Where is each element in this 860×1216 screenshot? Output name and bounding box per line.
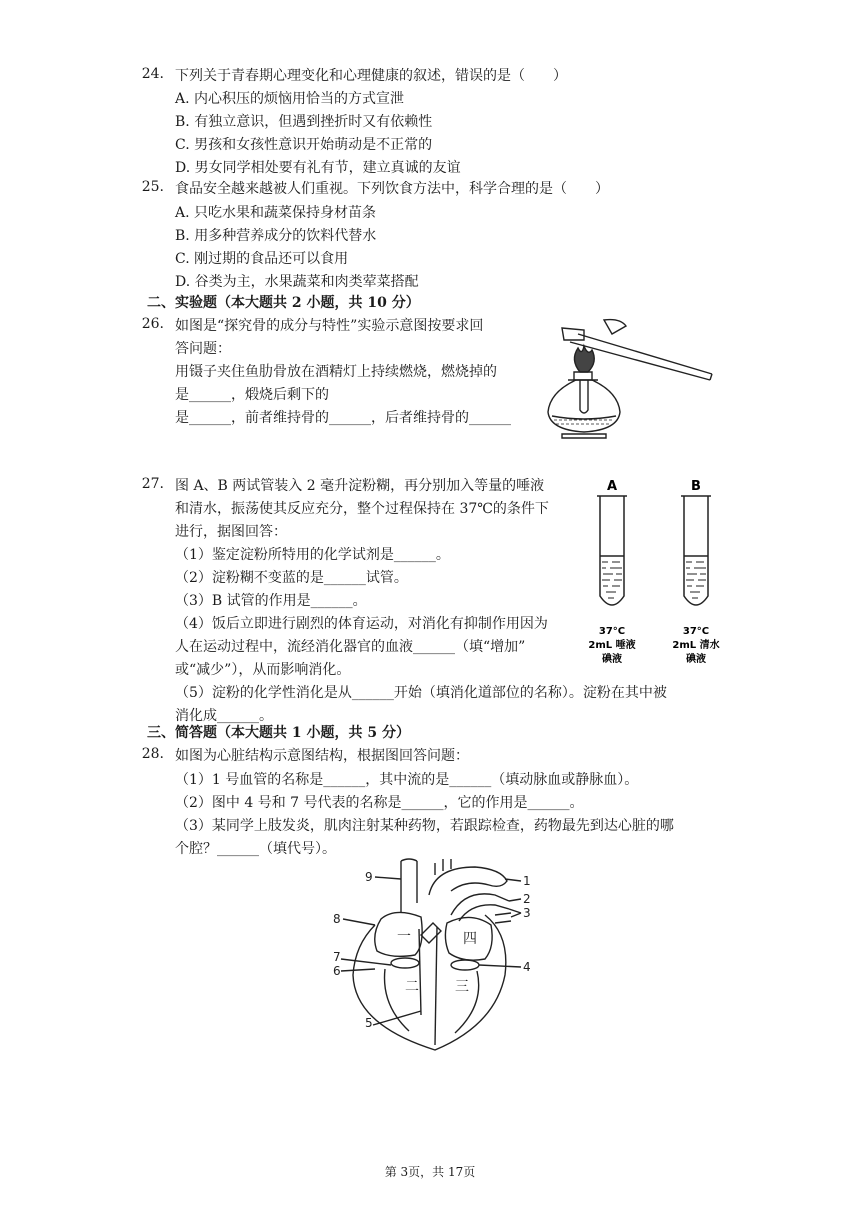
question-text-line: 个腔？______（填代号）。 — [175, 841, 336, 857]
heart-label-7: 7 — [333, 950, 341, 964]
heart-label-2: 2 — [523, 892, 531, 906]
question-text-line: 答问题： — [175, 341, 231, 357]
tube-b-letter: B — [691, 479, 701, 494]
page-footer: 第 3页，共 17页 — [384, 1165, 476, 1179]
question-text-line: 如图为心脏结构示意图结构，根据图回答问题： — [175, 748, 469, 764]
question-text-line: （3）B 试管的作用是______。 — [175, 593, 367, 609]
heart-label-4: 4 — [523, 960, 531, 974]
question-text-line: （1）鉴定淀粉所特用的化学试剂是______。 — [175, 547, 450, 563]
heart-label-9: 9 — [365, 870, 373, 884]
question-text-line: （1）1 号血管的名称是______，其中流的是______（填动脉血或静脉血）。 — [175, 772, 639, 788]
question-text-line: 或“减少”），从而影响消化。 — [175, 662, 351, 678]
heart-label-6: 6 — [333, 964, 341, 978]
question-stem: 下列关于青春期心理变化和心理健康的叙述，错误的是（ ） — [175, 68, 567, 84]
heart-label-8: 8 — [333, 912, 341, 926]
question-text-line: （2）图中 4 号和 7 号代表的名称是______，它的作用是______。 — [175, 795, 584, 811]
question-text-line: （3）某同学上肢发炎，肌肉注射某种药物，若跟踪检查，药物最先到达心脏的哪 — [175, 818, 674, 834]
tube-a-temp: 37°C — [598, 626, 626, 637]
section-heading: 三、简答题（本大题共 1 小题，共 5 分） — [147, 725, 410, 741]
heart-label-1: 1 — [523, 874, 531, 888]
tube-a-desc: 2mL 唾液 — [588, 640, 636, 651]
question-text-line: 如图是“探究骨的成分与特性”实验示意图按要求回 — [175, 318, 484, 334]
question-text-line: （2）淀粉糊不变蓝的是______试管。 — [175, 570, 408, 586]
option-c: C. 男孩和女孩性意识开始萌动是不正常的 — [175, 137, 433, 153]
tube-b-reagent: 碘液 — [686, 654, 706, 665]
question-number: 24. — [141, 66, 164, 82]
question-number: 26. — [141, 316, 164, 332]
question-text-line: （5）淀粉的化学性消化是从______开始（填消化道部位的名称）。淀粉在其中被 — [175, 685, 667, 701]
option-a: A. 只吃水果和蔬菜保持身材苗条 — [175, 205, 377, 221]
question-text-line: （4）饭后立即进行剧烈的体育运动，对消化有抑制作用因为 — [175, 616, 548, 632]
tube-a-letter: A — [606, 479, 618, 494]
option-c: C. 刚过期的食品还可以食用 — [175, 251, 349, 267]
question-text-line: 图 A、B 两试管装入 2 毫升淀粉糊，再分别加入等量的唾液 — [175, 478, 545, 494]
heart-label-3: 3 — [523, 906, 531, 920]
question-text-line: 进行，据图回答： — [175, 524, 287, 540]
test-tubes-figure — [580, 476, 730, 671]
question-text-line: 消化成______。 — [175, 708, 273, 724]
question-text-line: 人在运动过程中，流经消化器官的血液______（填“增加” — [175, 639, 526, 655]
chamber-label-4: 四 — [463, 931, 477, 947]
question-number: 27. — [141, 476, 164, 492]
option-d: D. 男女同学相处要有礼有节，建立真诚的友谊 — [175, 160, 461, 176]
question-number: 25. — [141, 179, 164, 195]
section-heading: 二、实验题（本大题共 2 小题，共 10 分） — [147, 295, 420, 311]
question-stem: 食品安全越来越被人们重视。下列饮食方法中，科学合理的是（ ） — [175, 181, 609, 197]
heart-structure-diagram — [325, 855, 545, 1055]
chamber-label-1: 一 — [397, 929, 411, 945]
chamber-label-2: 二 — [405, 979, 419, 995]
question-text-line: 是______，前者维持骨的______，后者维持骨的______ — [175, 410, 511, 426]
alcohol-lamp-figure — [540, 312, 720, 442]
tube-b-temp: 37°C — [682, 626, 710, 637]
option-a: A. 内心积压的烦恼用恰当的方式宣泄 — [175, 91, 405, 107]
chamber-label-3: 三 — [455, 979, 469, 995]
option-d: D. 谷类为主，水果蔬菜和肉类荤菜搭配 — [175, 274, 419, 290]
option-b: B. 用多种营养成分的饮料代替水 — [175, 228, 377, 244]
tube-a-reagent: 碘液 — [602, 654, 622, 665]
question-text-line: 用镊子夹住鱼肋骨放在酒精灯上持续燃烧，燃烧掉的 — [175, 364, 497, 380]
question-text-line: 是______，煅烧后剩下的 — [175, 387, 329, 403]
question-text-line: 和清水，振荡使其反应充分，整个过程保持在 37℃的条件下 — [175, 501, 549, 517]
question-number: 28. — [141, 746, 164, 762]
tube-b-desc: 2mL 清水 — [672, 640, 720, 651]
heart-label-5: 5 — [365, 1016, 373, 1030]
option-b: B. 有独立意识，但遇到挫折时又有依赖性 — [175, 114, 433, 130]
